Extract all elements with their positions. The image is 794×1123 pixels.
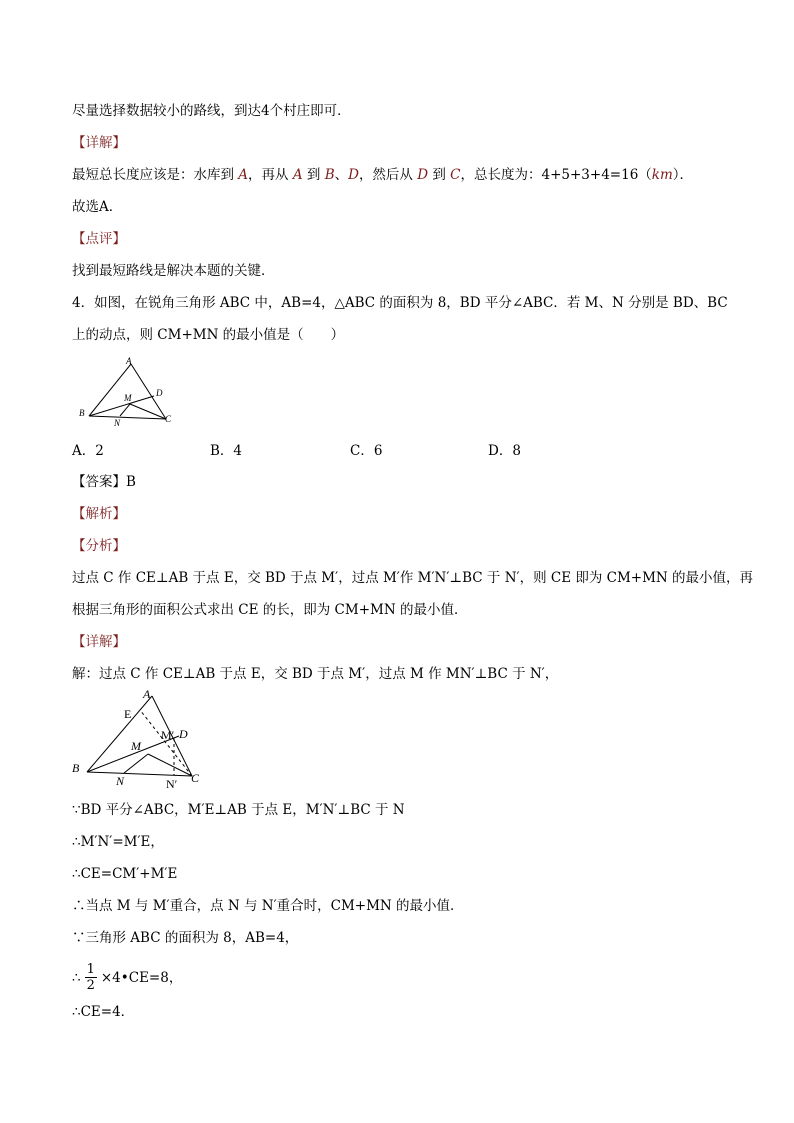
therefore-symbol: ∴ [72, 969, 81, 986]
label-n-prime: N′ [166, 777, 178, 791]
fenxi-line-1: 过点 C 作 CE⊥AB 于点 E，交 BD 于点 M′，过点 M′作 M′N′⊥BC 于 N′，则 CE 即为 CM+MN 的最小值，再 [72, 570, 754, 586]
label-a: A [143, 687, 151, 701]
section-heading-detail-2: 【详解】 [72, 634, 126, 650]
text: ，总长度为：4+5+3+4=16（ [460, 167, 652, 183]
segment-ab [87, 696, 152, 772]
fraction-one-half [85, 962, 97, 993]
point-label: D [348, 167, 359, 183]
label-a: A [126, 356, 132, 366]
segment-bd [89, 396, 154, 416]
point-label: C [450, 167, 461, 183]
solution-line-fraction [72, 962, 182, 993]
question-4-line-2: 上的动点，则 CM+MN 的最小值是（ ） [72, 327, 345, 343]
point-label: A [292, 167, 303, 183]
segment-cm [148, 754, 192, 776]
label-m: M [124, 393, 132, 403]
solution-line-4: ∴CE=CM′+M′E [72, 866, 178, 882]
text: 到 [302, 167, 325, 183]
label-c: C [191, 771, 200, 785]
label-b: B [72, 761, 80, 775]
text: ）． [672, 167, 694, 183]
solution-line-5: ∴当点 M 与 M′重合，点 N 与 N′重合时，CM+MN 的最小值． [72, 898, 464, 914]
solution-line-final: ∴CE=4． [72, 1004, 135, 1020]
fenxi-line-2: 根据三角形的面积公式求出 CE 的长，即为 CM+MN 的最小值． [72, 602, 468, 618]
label-d: D [156, 388, 163, 398]
segment-bc [87, 772, 192, 776]
label-e: E [124, 707, 132, 721]
point-label: A [238, 167, 249, 183]
solution-line-3: ∴M′N′=M′E， [72, 834, 164, 850]
answer-line: 【答案】B [72, 474, 136, 490]
text: 到 [428, 167, 451, 183]
question-4-figure [72, 356, 182, 432]
solution-line-2: ∵BD 平分∠ABC，M′E⊥AB 于点 E，M′N′⊥BC 于 N [72, 802, 405, 818]
option-c: C．6 [350, 443, 383, 459]
solution-figure [68, 686, 208, 794]
segment-bc [89, 416, 166, 419]
text: ，再从 [248, 167, 293, 183]
text: 最短总长度应该是：水库到 [72, 167, 239, 183]
label-c: C [165, 414, 172, 424]
text-line: 故选A． [72, 199, 123, 215]
segment-ce-dashed [140, 710, 192, 776]
label-b: B [79, 408, 85, 418]
fraction-denominator: 2 [86, 978, 95, 993]
text: 、 [334, 167, 349, 183]
section-heading-comment: 【点评】 [72, 231, 126, 247]
unit-label: km [651, 167, 673, 183]
segment-mn [124, 754, 148, 773]
fraction-numerator: 1 [86, 962, 95, 977]
solution-line-1: 解：过点 C 作 CE⊥AB 于点 E，交 BD 于点 M′，过点 M 作 MN′⊥BC 于 N′， [72, 666, 559, 682]
text-line: 找到最短路线是解决本题的关键． [72, 263, 275, 279]
label-m: M [131, 739, 141, 753]
section-heading-fenxi: 【分析】 [72, 538, 126, 554]
section-heading-detail: 【详解】 [72, 135, 126, 151]
solution-line-6: ∵三角形 ABC 的面积为 8，AB=4， [72, 930, 299, 946]
question-4-line-1: 4．如图，在锐角三角形 ABC 中，AB=4，△ABC 的面积为 8，BD 平分∠ABC．若 M、N 分别是 BD、BC [72, 295, 728, 311]
label-m-prime: M′ [161, 728, 175, 742]
segment-cm [130, 404, 166, 419]
text: ×4•CE=8， [100, 969, 183, 986]
point-label: B [324, 167, 335, 183]
segment-ab [89, 364, 131, 416]
label-d: D [179, 727, 188, 741]
point-label: D [417, 167, 429, 183]
option-a: A．2 [72, 443, 104, 459]
label-n: N [116, 774, 125, 788]
text-line-shortest-total [72, 165, 693, 185]
option-d: D．8 [488, 443, 521, 459]
answer-options [72, 441, 521, 461]
option-b: B．4 [210, 443, 243, 459]
text-line: 尽量选择数据较小的路线，到达4个村庄即可． [72, 103, 351, 119]
text: ，然后从 [358, 167, 418, 183]
label-n: N [114, 418, 121, 428]
section-heading-analysis: 【解析】 [72, 506, 126, 522]
